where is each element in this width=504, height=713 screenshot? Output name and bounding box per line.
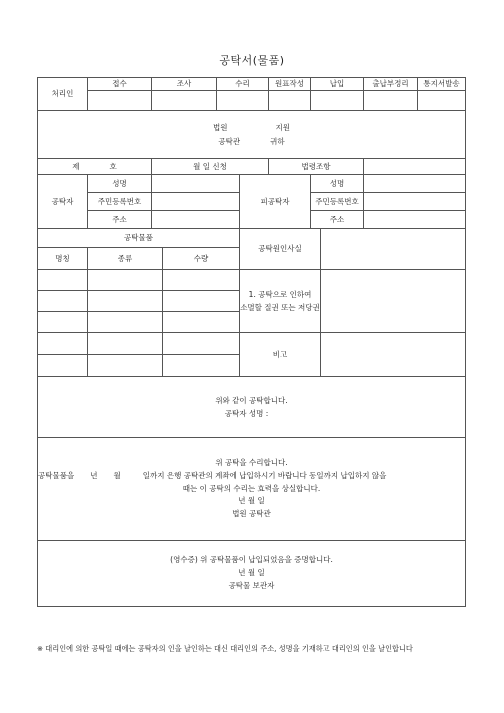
declaration-block <box>38 377 466 438</box>
depositor-address-label: 주소 <box>88 211 152 229</box>
stamp-cell-acceptance[interactable] <box>217 91 269 111</box>
receipt-line1: (영수증) 위 공탁물품이 납입되었음을 증명합니다. <box>170 555 333 565</box>
goods-row-4-qty[interactable] <box>163 333 240 355</box>
goods-col-type: 종류 <box>88 248 163 270</box>
goods-row-5-type[interactable] <box>88 355 163 377</box>
recipient-party-label: 피공탁자 <box>240 175 311 229</box>
header-col-notice: 통지서발송 <box>418 78 466 91</box>
case-number-prefix: 제 <box>72 161 80 171</box>
extinguished-lien-field[interactable] <box>321 270 466 333</box>
header-col-receipt: 접수 <box>88 78 152 91</box>
receipt-block <box>38 541 466 607</box>
goods-row-5-name[interactable] <box>38 355 88 377</box>
acceptance-signer: 법원 공탁관 <box>232 509 271 519</box>
officer-label: 공탁관 <box>218 136 241 146</box>
depositor-id-field[interactable] <box>152 193 240 211</box>
deposit-cause-label: 공탁원인사실 <box>240 229 321 270</box>
declaration-line1: 위와 같이 공탁합니다. <box>215 396 288 406</box>
stamp-cell-notice[interactable] <box>418 91 466 111</box>
depositor-label: 공탁자 <box>38 175 88 229</box>
goods-row-4-type[interactable] <box>88 333 163 355</box>
goods-row-2-name[interactable] <box>38 291 88 312</box>
extinguished-lien-label <box>240 270 321 333</box>
handler-label: 처리인 <box>38 78 88 111</box>
recipient-address-label: 주소 <box>311 211 364 229</box>
goods-col-name: 명칭 <box>38 248 88 270</box>
receipt-date: 년 월 일 <box>238 568 265 578</box>
acceptance-date: 년 월 일 <box>238 496 265 506</box>
deposit-form-table <box>37 77 466 607</box>
goods-row-1-qty[interactable] <box>163 270 240 291</box>
goods-row-1-name[interactable] <box>38 270 88 291</box>
goods-row-2-type[interactable] <box>88 291 163 312</box>
header-col-ledger: 출납부정리 <box>364 78 418 91</box>
depositor-id-label: 주민등록번호 <box>88 193 152 211</box>
depositor-address-field[interactable] <box>152 211 240 229</box>
acceptance-year-label: 년 <box>90 470 98 480</box>
case-number-cell[interactable] <box>38 159 152 175</box>
acceptance-goods-label: 공탁물품을 <box>38 470 75 480</box>
recipient-address-field[interactable] <box>364 211 466 229</box>
court-label: 법원 <box>213 123 228 133</box>
extinguished-lien-line2: 소멸할 질권 또는 저당권 <box>240 302 320 312</box>
goods-row-2-qty[interactable] <box>163 291 240 312</box>
acceptance-instruction: 일까지 은행 공탁관의 계좌에 납입하시기 바랍니다 동일까지 납입하지 않을 <box>142 470 387 480</box>
goods-row-3-name[interactable] <box>38 312 88 333</box>
stamp-cell-receipt[interactable] <box>88 91 152 111</box>
recipient-id-field[interactable] <box>364 193 466 211</box>
header-col-payment: 납입 <box>311 78 364 91</box>
law-clause-value[interactable] <box>364 159 466 175</box>
header-col-acceptance: 수리 <box>217 78 269 91</box>
recipient-id-label: 주민등록번호 <box>311 193 364 211</box>
recipient-name-field[interactable] <box>364 175 466 193</box>
deposit-cause-field[interactable] <box>321 229 466 270</box>
case-number-suffix: 호 <box>109 161 117 171</box>
acceptance-month-label: 월 <box>113 470 121 480</box>
branch-label: 지원 <box>275 123 290 133</box>
footnote: ※ 대리인에 의한 공탁일 때에는 공탁자의 인을 날인하는 대신 대리인의 주소, 성명을 기재하고 대리인의 인을 날인합니다 <box>37 644 413 653</box>
remarks-field[interactable] <box>321 333 466 377</box>
honorific-label: 귀하 <box>270 136 285 146</box>
stamp-cell-payment[interactable] <box>311 91 364 111</box>
goods-row-3-qty[interactable] <box>163 312 240 333</box>
page-title: 공탁서(물품) <box>219 54 285 67</box>
goods-row-5-qty[interactable] <box>163 355 240 377</box>
acceptance-line1: 위 공탁을 수리합니다. <box>215 458 288 468</box>
goods-row-4-name[interactable] <box>38 333 88 355</box>
goods-col-qty: 수량 <box>163 248 240 270</box>
acceptance-line3: 때는 이 공탁의 수리는 효력을 상실합니다. <box>182 483 321 493</box>
law-clause-label: 법령조항 <box>269 159 364 175</box>
depositor-name-label: 성명 <box>88 175 152 193</box>
remarks-label: 비고 <box>240 333 321 377</box>
deposited-goods-header: 공탁물품 <box>38 229 240 248</box>
stamp-cell-ledger[interactable] <box>364 91 418 111</box>
depositor-name-field[interactable] <box>152 175 240 193</box>
stamp-cell-inspection[interactable] <box>152 91 217 111</box>
extinguished-lien-line1: 1. 공탁으로 인하여 <box>248 290 312 300</box>
receipt-signer: 공탁물 보관자 <box>228 580 275 590</box>
stamp-cell-original-record[interactable] <box>269 91 311 111</box>
acceptance-block <box>38 438 466 541</box>
declaration-line2: 공탁자 성명 : <box>224 408 269 418</box>
goods-row-1-type[interactable] <box>88 270 163 291</box>
header-col-inspection: 조사 <box>152 78 217 91</box>
court-block <box>38 111 466 159</box>
recipient-name-label: 성명 <box>311 175 364 193</box>
application-date-cell[interactable]: 월 일 신청 <box>152 159 269 175</box>
goods-row-3-type[interactable] <box>88 312 163 333</box>
header-col-original-record: 원표작성 <box>269 78 311 91</box>
